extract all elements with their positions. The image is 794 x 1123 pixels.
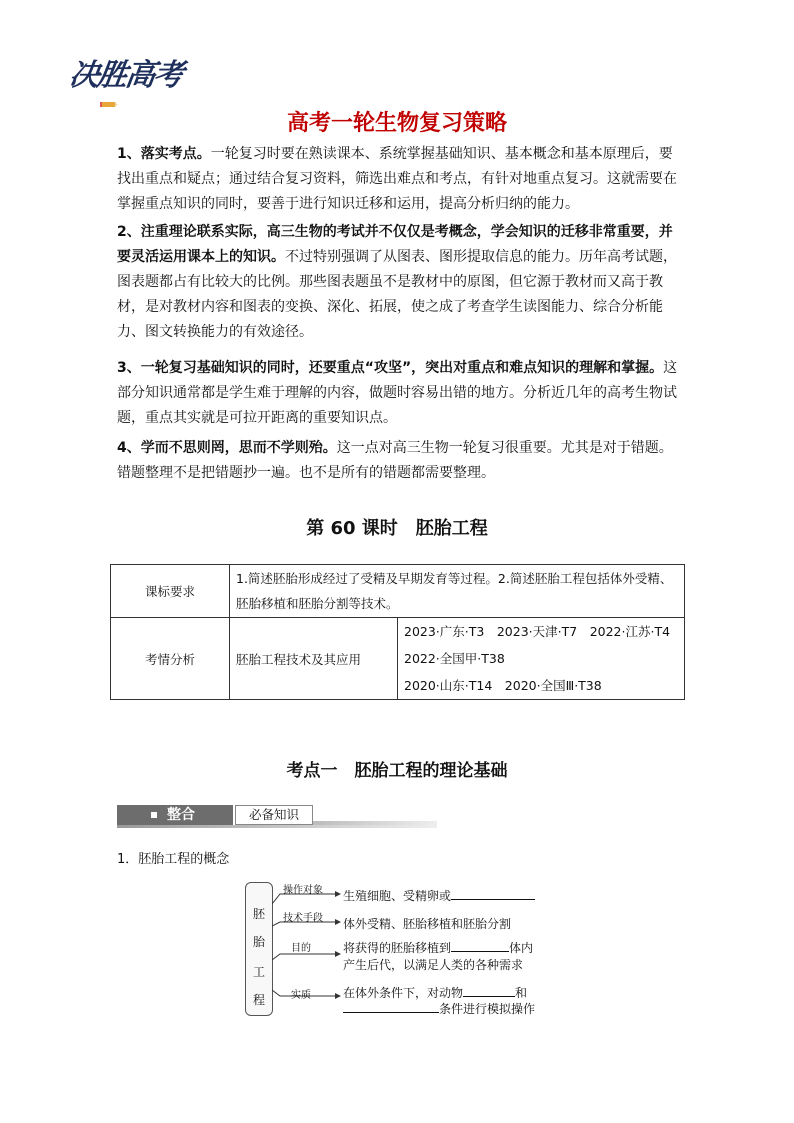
table-text: 1.简述胚胎形成经过了受精及早期发育等过程。2.简述胚胎工程包括体外受精、胚胎移植和胚胎分割等技术。 — [230, 565, 685, 618]
diagram-char: 工 — [253, 965, 266, 979]
table-row — [111, 618, 685, 700]
ref-line: 2022·全国甲·T38 — [404, 651, 505, 666]
fill-blank — [451, 889, 535, 900]
paragraph-2 — [117, 220, 683, 345]
section-bar — [117, 805, 437, 827]
diagram-text: 体内 — [509, 941, 534, 955]
fill-blank — [463, 986, 515, 997]
ref-line: 2020·山东·T14 2020·全国Ⅲ·T38 — [404, 678, 602, 693]
paragraph-1 — [117, 142, 683, 217]
diagram-text: 产生后代，以满足人类的各种需求 — [343, 958, 524, 972]
paragraph-3 — [117, 356, 683, 431]
diagram-text-5 — [343, 1000, 535, 1017]
diagram-char: 胎 — [253, 935, 266, 949]
table-topic: 胚胎工程技术及其应用 — [230, 618, 398, 700]
bar-left-label: 整合 — [167, 807, 195, 823]
lesson-title: 第 60 课时 胚胎工程 — [306, 518, 488, 539]
ref-line: 2023·广东·T3 2023·天津·T7 2022·江苏·T4 — [404, 624, 671, 639]
diagram-text-1 — [343, 887, 535, 904]
fill-blank — [343, 1002, 439, 1013]
diagram-text: 在体外条件下，对动物 — [343, 986, 464, 1000]
paragraph-lead: 1、落实考点。 — [117, 146, 211, 162]
concept-diagram — [245, 878, 575, 1028]
diagram-label: 操作对象 — [283, 885, 323, 896]
info-table — [110, 564, 685, 700]
section-heading: 1．胚胎工程的概念 — [117, 852, 230, 867]
diagram-label: 技术手段 — [283, 913, 323, 924]
fill-blank — [451, 941, 509, 952]
table-refs — [398, 618, 685, 700]
diagram-text: 和 — [515, 986, 528, 1000]
diagram-text-4 — [343, 984, 527, 1001]
diagram-text: 生殖细胞、受精卵或 — [343, 889, 452, 903]
diagram-label: 目的 — [291, 943, 311, 954]
paragraph-body: 不过特别强调了从图表、图形提取信息的能力。历年高考试题，图表题都占有比较大的比例。那些图表题虽不是教材中的原图，但它源于教材而又高于教材，是对教材内容和图表的变换、深化、拓展，使之成了考查学生读图能力、综合分析能力、图文转换能力的有效途径。 — [117, 249, 677, 340]
paragraph-body: 这一点对高三生物一轮复习很重要。尤其是对于错题。错题整理不是把错题抄一遍。也不是所有的错题都需要整理。 — [117, 440, 673, 481]
paragraph-4 — [117, 436, 683, 486]
table-label: 课标要求 — [111, 565, 230, 618]
paragraph-lead: 2、注重理论联系实际，高三生物的考试并不仅仅是考概念，学会知识的迁移非常重要，并要灵活运用课本上的知识。 — [117, 224, 673, 265]
diagram-char: 程 — [253, 993, 266, 1007]
table-row — [111, 565, 685, 618]
paragraph-body: 这部分知识通常都是学生难于理解的内容，做题时容易出错的地方。分析近几年的高考生物试题，重点其实就是可拉开距离的重要知识点。 — [117, 360, 678, 426]
table-label: 考情分析 — [111, 618, 230, 700]
logo-text: 决胜高考 — [67, 58, 184, 93]
diagram-char: 胚 — [253, 907, 266, 921]
paragraph-lead: 4、学而不思则罔，思而不学则殆。 — [117, 440, 337, 456]
bar-right-label: 必备知识 — [235, 805, 313, 825]
main-title: 高考一轮生物复习策略 — [286, 111, 507, 136]
diagram-text: 将获得的胚胎移植到 — [343, 941, 452, 955]
paragraph-body: 一轮复习时要在熟读课本、系统掌握基础知识、基本概念和基本原理后，要找出重点和疑点；通过结合复习资料，筛选出难点和考点，有针对地重点复习。这就需要在掌握重点知识的同时，要善于进行知识迁移和运用，提高分析归纳的能力。 — [117, 146, 677, 212]
diagram-box — [245, 882, 273, 1016]
bar-underline — [117, 825, 437, 828]
paragraph-lead: 3、一轮复习基础知识的同时，还要重点“攻坚”，突出对重点和难点知识的理解和掌握。 — [117, 360, 664, 376]
diagram-text: 体外受精、胚胎移植和胚胎分割 — [343, 917, 512, 931]
diagram-text: 条件进行模拟操作 — [439, 1002, 536, 1016]
topic-title: 考点一 胚胎工程的理论基础 — [286, 761, 508, 781]
bar-left — [117, 805, 233, 825]
diagram-label: 实质 — [291, 990, 311, 1001]
square-bullet-icon — [151, 812, 157, 818]
diagram-text-3 — [343, 939, 533, 956]
